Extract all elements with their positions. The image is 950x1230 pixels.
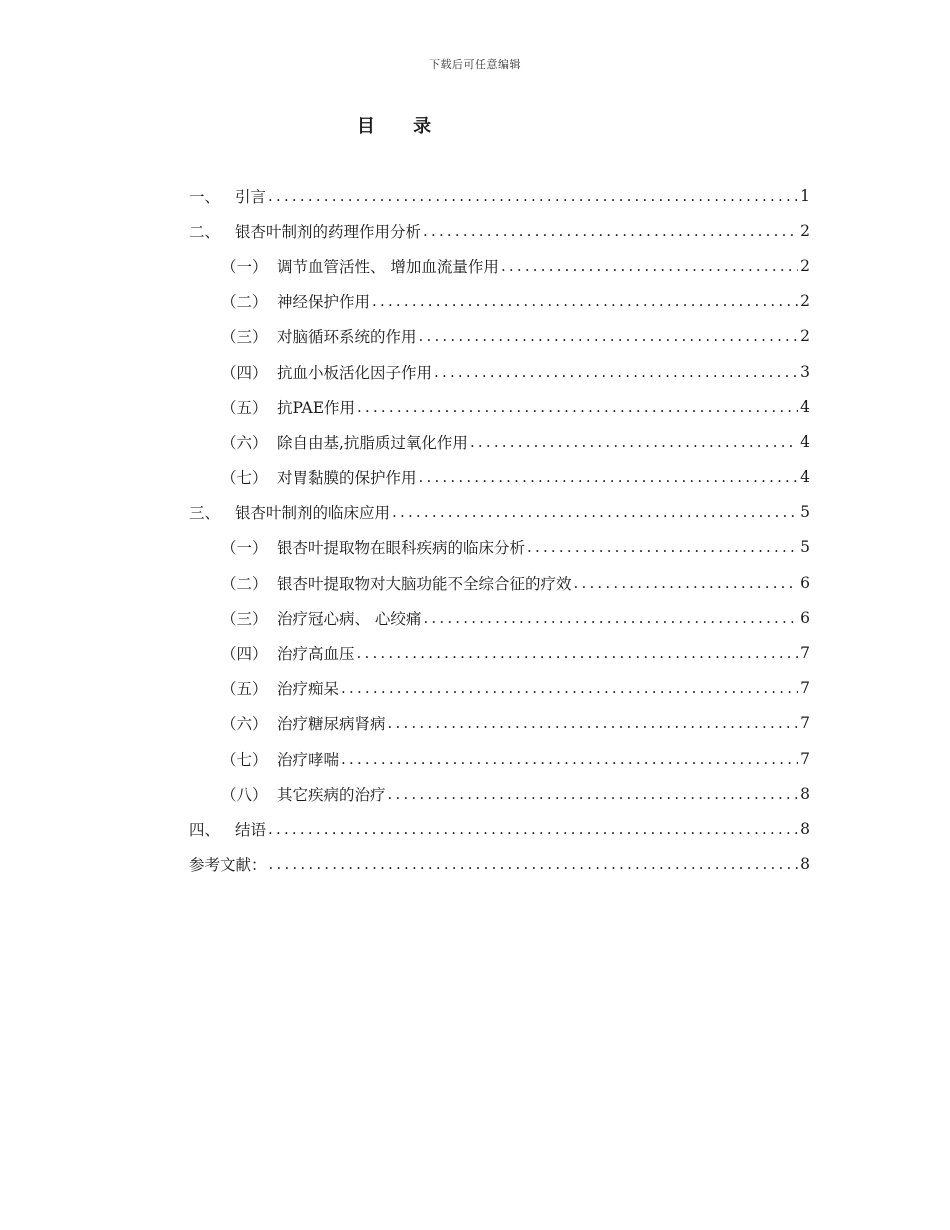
toc-entry-number: （七）	[221, 750, 268, 769]
toc-entry-page-number: 2	[800, 221, 810, 240]
toc-dot-leader	[341, 750, 798, 768]
toc-entry[interactable]	[189, 635, 810, 670]
toc-entry-page-number: 2	[800, 327, 810, 346]
toc-entry-number: （三）	[221, 328, 268, 347]
toc-entry-page-number: 6	[800, 573, 810, 592]
toc-entry[interactable]	[189, 600, 810, 635]
toc-entry-page-number: 5	[800, 503, 810, 522]
toc-entry-title: 抗PAE作用	[277, 398, 356, 417]
toc-entry-number: （二）	[221, 293, 268, 312]
toc-entry[interactable]	[189, 284, 810, 319]
toc-entry-title: 治疗冠心病、 心绞痛	[277, 609, 422, 628]
toc-entry[interactable]	[189, 389, 810, 424]
toc-entry-title: 治疗哮喘	[277, 750, 340, 769]
toc-entry-number: （四）	[221, 363, 268, 382]
toc-entry-page-number: 2	[800, 256, 810, 275]
toc-dot-leader	[357, 644, 798, 662]
toc-entry-title: 对胃黏膜的保护作用	[277, 469, 417, 488]
toc-entry-page-number: 2	[800, 292, 810, 311]
toc-dot-leader	[423, 222, 798, 240]
toc-entry-title: 治疗痴呆	[277, 680, 340, 699]
toc-dot-leader	[434, 363, 798, 381]
toc-dot-leader	[372, 292, 798, 310]
toc-entry-title: 引言	[235, 187, 267, 206]
toc-dot-leader	[269, 855, 798, 873]
toc-entry[interactable]	[189, 706, 810, 741]
toc-entry-page-number: 7	[800, 679, 810, 698]
toc-entry-number: （七）	[221, 469, 268, 488]
toc-entry-number: 一、	[189, 187, 221, 206]
toc-entry-page-number: 5	[800, 538, 810, 557]
toc-entry-page-number: 8	[800, 784, 810, 803]
toc-entry[interactable]	[189, 847, 810, 882]
toc-entry[interactable]	[189, 530, 810, 565]
toc-dot-leader	[501, 257, 798, 275]
toc-entry-number: （八）	[221, 785, 268, 804]
toc-dot-leader	[470, 433, 798, 451]
toc-entry-page-number: 3	[800, 362, 810, 381]
toc-entry-title: 银杏叶制剂的临床应用	[235, 504, 391, 523]
toc-dot-leader	[388, 714, 798, 732]
toc-entry-page-number: 7	[800, 749, 810, 768]
toc-entry[interactable]	[189, 495, 810, 530]
toc-entry-title: 神经保护作用	[277, 293, 371, 312]
toc-entry-number: （六）	[221, 433, 268, 452]
toc-entry-page-number: 7	[800, 714, 810, 733]
toc-entry[interactable]	[189, 424, 810, 459]
toc-dot-leader	[341, 679, 798, 697]
toc-entry-number: 四、	[189, 820, 221, 839]
toc-entry-page-number: 8	[800, 855, 810, 874]
toc-entry[interactable]	[189, 319, 810, 354]
toc-entry[interactable]	[189, 178, 810, 213]
toc-dot-leader	[419, 468, 798, 486]
toc-entry-title: 银杏叶制剂的药理作用分析	[235, 222, 422, 241]
toc-dot-leader	[423, 609, 798, 627]
table-of-contents	[189, 178, 810, 882]
toc-entry-title: 调节血管活性、 增加血流量作用	[277, 257, 499, 276]
toc-dot-leader	[392, 503, 798, 521]
toc-entry[interactable]	[189, 741, 810, 776]
toc-entry-title: 银杏叶提取物在眼科疾病的临床分析	[277, 539, 526, 558]
toc-entry-number: （二）	[221, 574, 268, 593]
toc-entry-page-number: 6	[800, 608, 810, 627]
toc-entry[interactable]	[189, 565, 810, 600]
toc-entry-page-number: 7	[800, 644, 810, 663]
toc-entry[interactable]	[189, 460, 810, 495]
toc-entry-page-number: 4	[800, 397, 810, 416]
toc-dot-leader	[527, 538, 798, 556]
toc-entry-number: 三、	[189, 504, 221, 523]
toc-entry[interactable]	[189, 811, 810, 846]
toc-entry-number: （六）	[221, 715, 268, 734]
toc-entry-number: （五）	[221, 680, 268, 699]
toc-entry-title: 抗血小板活化因子作用	[277, 363, 433, 382]
toc-entry-number: （一）	[221, 257, 268, 276]
toc-entry-number: 二、	[189, 222, 221, 241]
toc-dot-leader	[574, 574, 798, 592]
toc-entry-number: （一）	[221, 539, 268, 558]
toc-dot-leader	[268, 820, 798, 838]
toc-entry-number: （四）	[221, 645, 268, 664]
toc-entry[interactable]	[189, 671, 810, 706]
toc-entry-title: 结语	[235, 820, 267, 839]
toc-dot-leader	[388, 785, 798, 803]
toc-dot-leader	[357, 398, 798, 416]
toc-dot-leader	[419, 327, 798, 345]
toc-title: 目 录	[356, 116, 448, 137]
toc-entry[interactable]	[189, 354, 810, 389]
toc-entry-number: （五）	[221, 398, 268, 417]
toc-entry[interactable]	[189, 213, 810, 248]
toc-entry-title: 治疗高血压	[277, 645, 355, 664]
toc-entry[interactable]	[189, 248, 810, 283]
toc-entry-title: 参考文献：	[189, 856, 267, 875]
toc-entry-page-number: 1	[800, 186, 810, 205]
toc-entry[interactable]	[189, 776, 810, 811]
toc-dot-leader	[268, 187, 798, 205]
toc-entry-title: 其它疾病的治疗	[277, 785, 386, 804]
toc-entry-title: 对脑循环系统的作用	[277, 328, 417, 347]
toc-entry-title: 除自由基,抗脂质过氧化作用	[277, 433, 468, 452]
toc-entry-title: 银杏叶提取物对大脑功能不全综合征的疗效	[277, 574, 572, 593]
toc-entry-number: （三）	[221, 609, 268, 628]
toc-entry-page-number: 8	[800, 819, 810, 838]
toc-entry-title: 治疗糖尿病肾病	[277, 715, 386, 734]
toc-entry-page-number: 4	[800, 432, 810, 451]
page-header-note: 下载后可任意编辑	[429, 58, 521, 71]
toc-entry-page-number: 4	[800, 468, 810, 487]
